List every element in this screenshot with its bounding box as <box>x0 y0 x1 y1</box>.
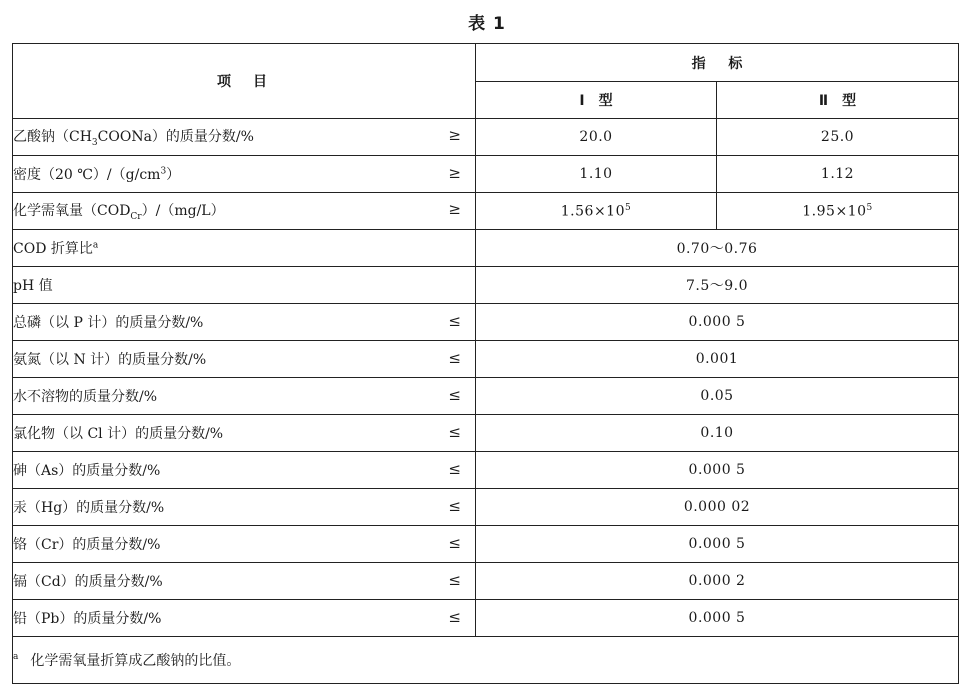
row-label: 密度（20 $℃)/(g/cm^3)$ <box>13 166 181 183</box>
row-label: COD 折算比$^a$ <box>13 240 99 257</box>
comparison-operator: ≤ <box>448 312 461 330</box>
comparison-operator: ≥ <box>448 164 461 182</box>
value-type-2: $1.95\times 10^5$ <box>717 193 959 230</box>
row-label-cell <box>13 452 476 489</box>
table-row <box>13 341 959 378</box>
row-label-cell <box>13 600 476 637</box>
value-cell: 0.000 5 <box>476 304 959 341</box>
header-index-cell: 指 标 <box>476 44 959 82</box>
value-cell: 0.000 5 <box>476 526 959 563</box>
row-label-cell <box>13 193 476 230</box>
table-row <box>13 563 959 600</box>
value-cell: 0.000 02 <box>476 489 959 526</box>
header-type-2: Ⅱ 型 <box>717 82 959 119</box>
table-title: 表 1 <box>468 14 506 34</box>
header-type-1: Ⅰ 型 <box>476 82 717 119</box>
row-label-cell <box>13 563 476 600</box>
row-label-cell <box>13 156 476 193</box>
value-cell: 0.05 <box>476 378 959 415</box>
table-row <box>13 230 959 267</box>
comparison-operator: ≤ <box>448 386 461 404</box>
comparison-operator: ≤ <box>448 571 461 589</box>
row-label-cell <box>13 378 476 415</box>
table-row <box>13 267 959 304</box>
row-label: 镉（Cd）的质量分数/% <box>13 574 163 590</box>
row-label-cell <box>13 230 476 267</box>
row-label-cell <box>13 489 476 526</box>
comparison-operator: ≤ <box>448 460 461 478</box>
row-label-cell <box>13 267 476 304</box>
value-cell: 0.000 2 <box>476 563 959 600</box>
value-type-2: 25.0 <box>717 119 959 156</box>
value-cell: 7.5～9.0 <box>476 267 959 304</box>
row-label-cell <box>13 526 476 563</box>
comparison-operator: ≤ <box>448 608 461 626</box>
row-label-cell <box>13 119 476 156</box>
specification-table <box>12 43 959 684</box>
table-row <box>13 526 959 563</box>
table-row <box>13 415 959 452</box>
row-label: 水不溶物的质量分数/% <box>13 389 158 405</box>
row-label: 汞（Hg）的质量分数/% <box>13 500 165 516</box>
footnote-mark: a <box>13 652 19 662</box>
table-row <box>13 304 959 341</box>
row-label: 铬（Cr）的质量分数/% <box>13 537 161 553</box>
value-cell: 0.000 5 <box>476 600 959 637</box>
value-cell: 0.70～0.76 <box>476 230 959 267</box>
row-label-cell <box>13 341 476 378</box>
table-row <box>13 378 959 415</box>
comparison-operator: ≤ <box>448 349 461 367</box>
header-item-cell: 项 目 <box>13 44 476 119</box>
table-row <box>13 193 959 230</box>
comparison-operator: ≤ <box>448 423 461 441</box>
comparison-operator: ≤ <box>448 534 461 552</box>
row-label: 铅（Pb）的质量分数/% <box>13 611 162 627</box>
value-type-2: 1.12 <box>717 156 959 193</box>
value-cell: 0.001 <box>476 341 959 378</box>
table-row <box>13 489 959 526</box>
table-row <box>13 156 959 193</box>
table-row <box>13 600 959 637</box>
value-type-1: 20.0 <box>476 119 717 156</box>
value-cell: 0.10 <box>476 415 959 452</box>
row-label-cell <box>13 415 476 452</box>
comparison-operator: ≤ <box>448 497 461 515</box>
row-label: 砷（As）的质量分数/% <box>13 463 161 479</box>
row-label: 氨氮（以 N 计）的质量分数/% <box>13 352 207 368</box>
row-label: 总磷（以 P 计）的质量分数/% <box>13 315 204 331</box>
footnote <box>13 637 959 684</box>
row-label: pH 值 <box>13 278 53 294</box>
row-label: 氯化物（以 Cl 计）的质量分数/% <box>13 426 224 442</box>
row-label: 乙酸钠$(CH_3COONa)$的质量分数/% <box>13 129 254 148</box>
table-header-row <box>13 44 959 82</box>
row-label: 化学需氧量$(COD_{Cr})/(mg/L)$ <box>13 203 225 222</box>
table-row <box>13 119 959 156</box>
value-type-1: $1.56\times 10^5$ <box>476 193 717 230</box>
footnote-row <box>13 637 959 684</box>
row-label-cell <box>13 304 476 341</box>
value-type-1: 1.10 <box>476 156 717 193</box>
footnote-text: 化学需氧量折算成乙酸钠的比值。 <box>30 653 241 669</box>
value-cell: 0.000 5 <box>476 452 959 489</box>
comparison-operator: ≥ <box>448 126 461 145</box>
table-row <box>13 452 959 489</box>
comparison-operator: ≥ <box>448 200 461 219</box>
